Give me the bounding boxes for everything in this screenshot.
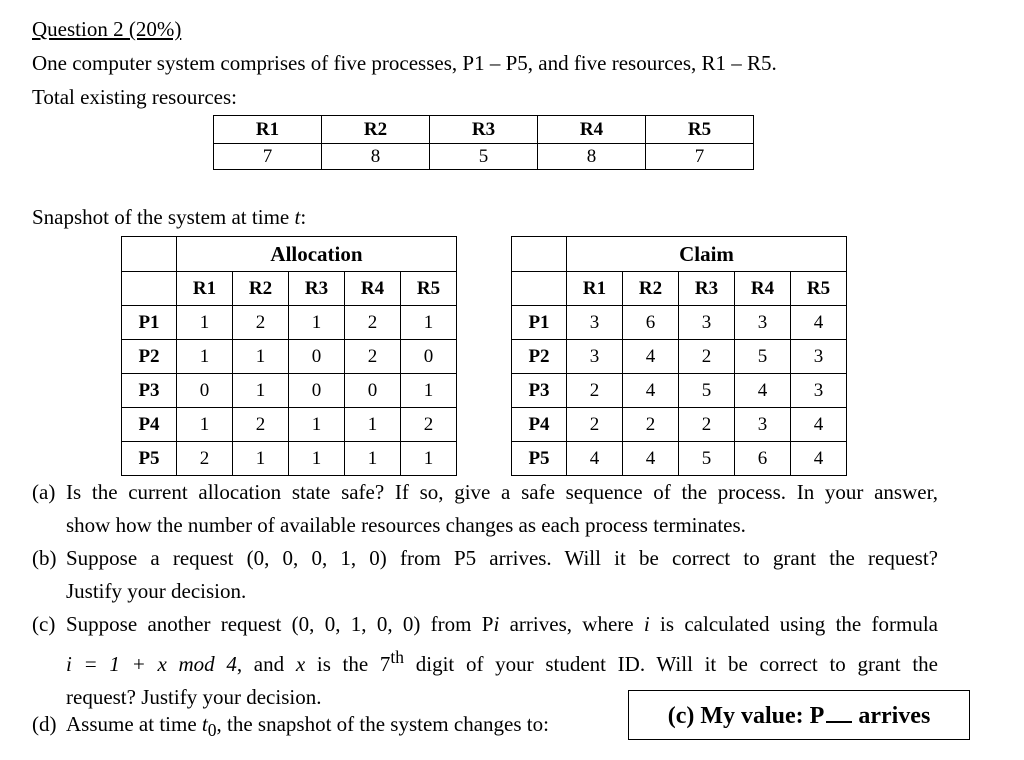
allocation-cell: 1 [177,306,233,340]
resource-header: R1 [214,116,322,144]
process-label: P5 [122,442,177,476]
claim-cell: 2 [623,408,679,442]
allocation-cell: 0 [401,340,457,374]
question-c-var-i: i [643,612,650,636]
claim-cell: 4 [735,374,791,408]
process-label: P1 [512,306,567,340]
allocation-col-header: R1 [177,272,233,306]
resource-header: R4 [538,116,646,144]
claim-corner [512,237,567,272]
question-c-text: digit of your student ID. Will it be correct to grant the [404,652,938,676]
allocation-cell: 1 [345,442,401,476]
question-d-text: Assume at time [66,712,202,736]
allocation-title-row [122,237,457,272]
claim-cell: 4 [791,408,847,442]
snapshot-label-text: Snapshot of the system at time [32,205,295,229]
claim-title-row [512,237,847,272]
table-row [122,374,457,408]
question-d [32,708,632,747]
process-label: P2 [512,340,567,374]
allocation-cell: 0 [289,340,345,374]
claim-cell: 3 [791,340,847,374]
resource-header: R3 [430,116,538,144]
table-row [122,442,457,476]
total-resources-table [213,115,754,170]
process-label: P4 [122,408,177,442]
question-c-text: , and [236,652,296,676]
allocation-cell: 2 [345,306,401,340]
claim-cell: 4 [623,340,679,374]
allocation-cell: 2 [233,306,289,340]
snapshot-time-var: t [294,205,301,229]
claim-table [511,236,847,476]
intro-text: One computer system comprises of five processes, P1 – P5, and five resources, R1 – R5. [32,51,777,75]
allocation-cell: 1 [401,306,457,340]
claim-cell: 3 [735,306,791,340]
process-label: P1 [122,306,177,340]
claim-cell: 4 [791,306,847,340]
resource-total: 8 [322,144,430,170]
question-d-subscript: 0 [207,720,217,741]
allocation-col-header: R5 [401,272,457,306]
allocation-corner [122,237,177,272]
table-row [512,442,847,476]
process-label: P5 [512,442,567,476]
allocation-cell: 0 [345,374,401,408]
question-heading: Question 2 (20%) [32,17,182,41]
allocation-col-header: R4 [345,272,401,306]
allocation-title: Allocation [177,237,457,272]
claim-cell: 3 [567,340,623,374]
allocation-cell: 0 [289,374,345,408]
claim-col-header: R5 [791,272,847,306]
question-c-formula: i = 1 + x mod 4 [66,652,237,676]
allocation-cell: 2 [401,408,457,442]
resource-total: 7 [646,144,754,170]
claim-cell: 4 [623,374,679,408]
claim-header-corner [512,272,567,306]
snapshot-label [32,204,306,230]
allocation-cell: 2 [177,442,233,476]
allocation-cell: 1 [401,442,457,476]
allocation-header-row [122,272,457,306]
allocation-cell: 1 [233,340,289,374]
allocation-header-corner [122,272,177,306]
question-b [32,542,938,608]
question-c-text: is calculated using the formula [649,612,938,636]
table-row [512,340,847,374]
process-label: P4 [512,408,567,442]
claim-cell: 4 [791,442,847,476]
question-d-line1 [66,708,632,747]
question-a-label: (a) [32,480,56,504]
claim-header-row [512,272,847,306]
claim-cell: 3 [567,306,623,340]
table-row [512,408,847,442]
question-c-line2 [66,641,938,681]
claim-cell: 2 [679,340,735,374]
table-row [512,306,847,340]
process-label: P2 [122,340,177,374]
allocation-cell: 2 [345,340,401,374]
claim-cell: 4 [623,442,679,476]
snapshot-label-colon: : [300,205,307,229]
allocation-col-header: R3 [289,272,345,306]
my-value-box [628,690,970,740]
my-value-blank[interactable] [826,701,852,723]
question-c-text: is the 7 [305,652,391,676]
allocation-cell: 1 [289,408,345,442]
claim-cell: 4 [567,442,623,476]
claim-cell: 3 [791,374,847,408]
allocation-col-header: R2 [233,272,289,306]
question-b-label: (b) [32,546,57,570]
question-c-var-x: x [295,652,306,676]
allocation-cell: 2 [233,408,289,442]
allocation-cell: 1 [233,442,289,476]
claim-cell: 6 [735,442,791,476]
claim-cell: 5 [679,374,735,408]
allocation-cell: 0 [177,374,233,408]
claim-col-header: R4 [735,272,791,306]
total-resources-value-row [214,144,754,170]
table-row [512,374,847,408]
total-resources-header-row [214,116,754,144]
question-b-line2: Justify your decision. [66,579,247,603]
allocation-cell: 1 [233,374,289,408]
allocation-cell: 1 [289,306,345,340]
question-d-text: , the snapshot of the system changes to: [216,712,549,736]
claim-cell: 5 [735,340,791,374]
resource-total: 8 [538,144,646,170]
claim-cell: 3 [735,408,791,442]
claim-cell: 5 [679,442,735,476]
claim-cell: 2 [567,374,623,408]
table-row [122,306,457,340]
process-label: P3 [512,374,567,408]
question-c-text: arrives, where [499,612,644,636]
claim-col-header: R3 [679,272,735,306]
question-c-var-i: i [493,612,500,636]
question-c-label: (c) [32,612,56,636]
claim-col-header: R2 [623,272,679,306]
resource-header: R5 [646,116,754,144]
resource-total: 7 [214,144,322,170]
allocation-cell: 1 [401,374,457,408]
question-d-label: (d) [32,712,57,736]
question-a-line1: Is the current allocation state safe? If so, give a safe sequence of the process. In your answer, [66,480,938,504]
resource-header: R2 [322,116,430,144]
question-c-superscript: th [390,647,405,667]
question-c-line1 [66,608,938,641]
allocation-cell: 1 [177,408,233,442]
claim-cell: 6 [623,306,679,340]
table-row [122,340,457,374]
question-a-line2: show how the number of available resources changes as each process terminates. [66,513,746,537]
question-d-time-var: t [201,712,208,736]
total-resources-label: Total existing resources: [32,85,237,109]
my-value-suffix: arrives [858,703,931,729]
question-c-text: Suppose another request (0, 0, 1, 0, 0) from P [66,612,494,636]
question-c-line3: request? Justify your decision. [66,685,322,709]
resource-total: 5 [430,144,538,170]
question-a [32,476,938,542]
process-label: P3 [122,374,177,408]
claim-cell: 2 [679,408,735,442]
allocation-cell: 1 [345,408,401,442]
allocation-cell: 1 [289,442,345,476]
question-b-line1: Suppose a request (0, 0, 0, 1, 0) from P5 arrives. Will it be correct to grant the request? [66,546,938,570]
table-row [122,408,457,442]
my-value-prefix: (c) My value: P [667,703,825,729]
claim-col-header: R1 [567,272,623,306]
allocation-table [121,236,457,476]
allocation-cell: 1 [177,340,233,374]
claim-title: Claim [567,237,847,272]
claim-cell: 2 [567,408,623,442]
claim-cell: 3 [679,306,735,340]
